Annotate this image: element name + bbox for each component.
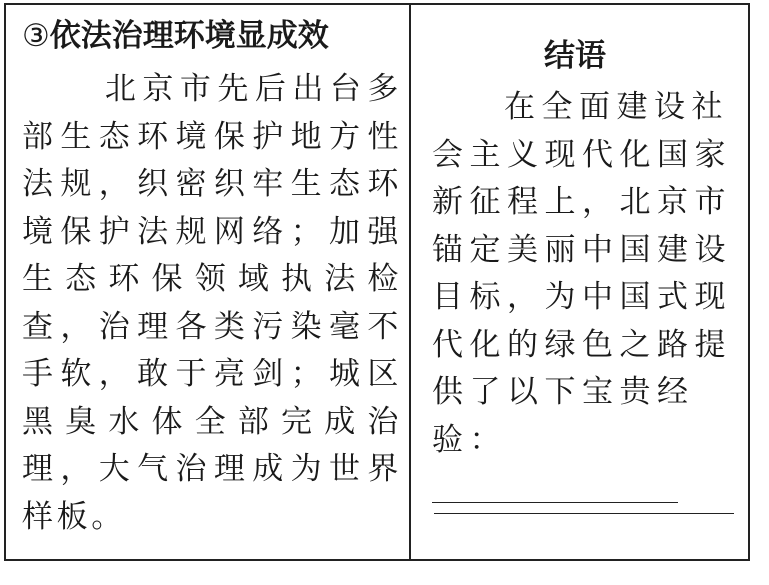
column-divider	[409, 3, 411, 561]
section-heading	[22, 14, 402, 58]
section-title: 依法治理环境显成效	[49, 18, 329, 54]
section-body	[22, 66, 402, 541]
conclusion-body	[432, 84, 742, 512]
left-panel	[22, 14, 402, 541]
section-body-text: 北京市先后出台多部生态环境保护地方性法规，织密织牢生态环境保护法规网络；加强生态环保领域执法检查，治理各类污染毫不手软，敢于亮剑；城区黑臭水体全部完成治理，大气治理成为世界样板。	[22, 71, 402, 535]
conclusion-heading: 结语	[544, 38, 606, 74]
conclusion-body-text: 在全面建设社会主义现代化国家新征程上，北京市锚定美丽中国建设目标，为中国式现代化的绿色之路提供了以下宝贵经验：	[432, 89, 732, 458]
answer-blank-line-2[interactable]	[434, 513, 734, 514]
right-panel	[432, 34, 742, 512]
section-number: ③	[22, 18, 50, 54]
answer-blank-line-1[interactable]	[432, 501, 678, 503]
